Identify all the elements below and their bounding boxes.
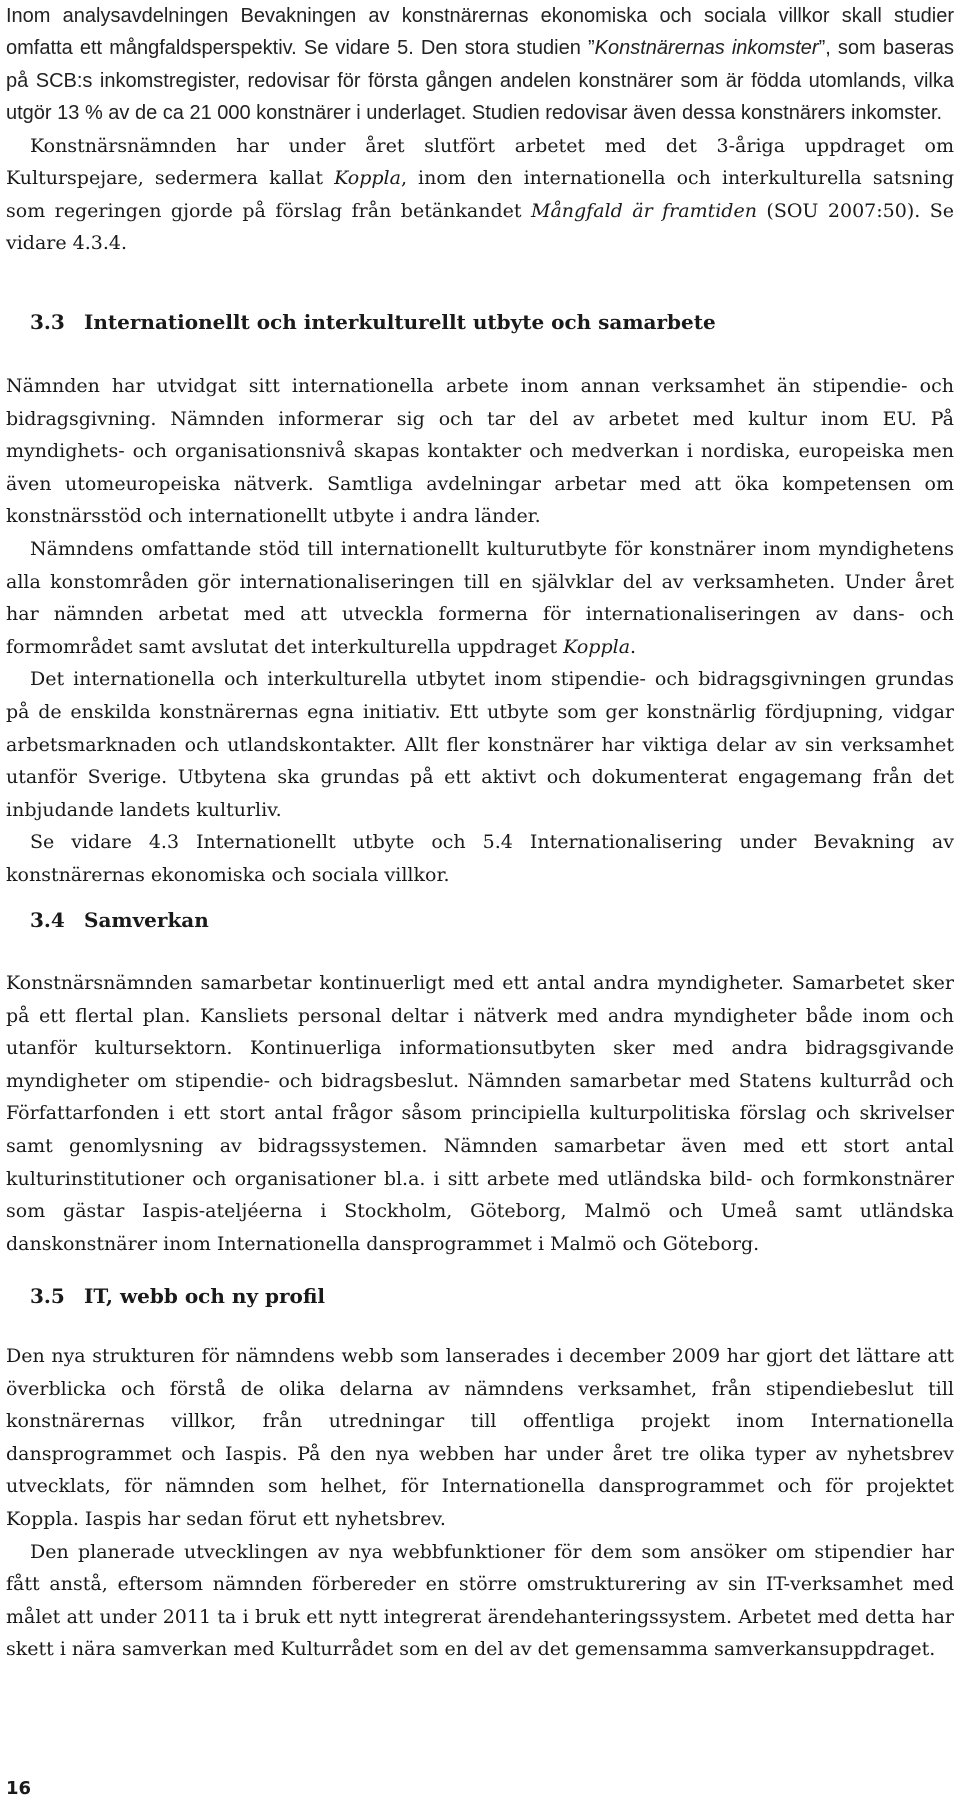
section-number: 3.5	[30, 1284, 65, 1308]
section-title: IT, webb och ny profil	[84, 1284, 325, 1308]
paragraph: Det internationella och interkulturella utbytet inom stipendie- och bidragsgivningen grundas på de enskilda konstnärernas egna initiativ. Ett utbyte som ger konstnärlig fördjupning, vidgar arbetsmarknaden och utlandskontakter. Allt fler konstnärer har viktiga delar av sin verksamhet utanför Sverige. Utbytena ska grundas på ett aktivt och dokumenterat engagemang från det inbjudande landets kulturliv.	[6, 668, 954, 821]
project-name: Koppla	[563, 635, 631, 658]
paragraph: Se vidare 4.3 Internationellt utbyte och 5.4 Internationalisering under Bevakning av konstnärernas ekonomiska och sociala villkor.	[6, 831, 954, 886]
paragraph: Nämnden har utvidgat sitt internationella arbete inom annan verksamhet än stipendie- och bidragsgivning. Nämnden informerar sig och tar del av arbetet med kultur inom EU. På myndighets- och organisationsnivå skapas kontakter och medverkan i nordiska, europeiska men även utomeuropeiska nätverk. Samtliga avdelningar arbetar med att öka kompetensen om konstnärsstöd och internationellt utbyte i andra länder.	[6, 375, 954, 528]
paragraph	[6, 533, 954, 663]
section-title: Internationellt och interkulturellt utbyte och samarbete	[84, 310, 716, 334]
section-body-3-3	[6, 370, 954, 892]
text-run: Konstnärsnämnden har under året slutfört arbetet med det 3-åriga uppdraget om Kulturspejare, sedermera kallat	[6, 134, 954, 190]
section-number: 3.4	[30, 908, 65, 932]
intro-paragraph-1	[6, 0, 954, 130]
section-heading-3-5	[6, 1280, 325, 1312]
text-run: , inom den internationella och interkulturella satsning som regeringen gjorde på förslag från betänkandet	[6, 167, 954, 222]
text-run: (SOU 2007:50). Se vidare 4.3.4.	[6, 199, 954, 255]
text-run: Inom analysavdelningen Bevakningen av konstnärernas ekonomiska och sociala villkor skall studier omfatta ett mångfaldsperspektiv. Se vidare 5. Den stora studien ”	[6, 5, 954, 60]
text-run: .	[630, 635, 637, 658]
section-heading-3-3	[6, 306, 716, 338]
project-name: Koppla	[334, 167, 401, 190]
section-body-3-4	[6, 967, 954, 1260]
section-body-3-5	[6, 1340, 954, 1666]
paragraph: Den planerade utvecklingen av nya webbfunktioner för dem som ansöker om stipendier har fått anstå, eftersom nämnden förbereder en större omstrukturering av sin IT-verksamhet med målet att under 2011 ta i bruk ett nytt integrerat ärendehanteringssystem. Arbetet med detta har skett i nära samverkan med Kulturrådet som en del av det gemensamma samverkansuppdraget.	[6, 1540, 954, 1661]
report-title: Mångfald är framtiden	[531, 199, 757, 222]
text-run: ”, som baseras på SCB:s inkomstregister, redovisar för första gången andelen konstnärer som är födda utomlands, vilka utgör 13 % av de ca 21 000 konstnärer i underlaget. Studien redovisar även dessa konstnärers inkomster.	[6, 37, 954, 125]
text-run: Nämndens omfattande stöd till internationellt kulturutbyte för konstnärer inom myndighetens alla konstområden gör internationaliseringen till en självklar del av verksamheten. Under året har nämnden arbetat med att utveckla formerna för internationaliseringen av dans- och formområdet samt avslutat det interkulturella uppdraget	[6, 537, 954, 658]
paragraph: Den nya strukturen för nämndens webb som lanserades i december 2009 har gjort det lättare att överblicka och förstå de olika delarna av nämndens verksamhet, från stipendiebeslut till konstnärernas villkor, från utredningar till offentliga projekt inom Internationella dansprogrammet och Iaspis. På den nya webben har under året tre olika typer av nyhetsbrev utvecklats, för nämnden som helhet, för Internationella dansprogrammet och för projektet Koppla. Iaspis har sedan förut ett nyhetsbrev.	[6, 1345, 954, 1530]
page-number: 16	[6, 1778, 32, 1799]
section-title: Samverkan	[84, 908, 209, 932]
intro-section	[6, 0, 954, 260]
publication-title: Konstnärernas inkomster	[594, 37, 819, 60]
section-number: 3.3	[30, 310, 65, 334]
intro-paragraph-2	[6, 130, 954, 260]
section-heading-3-4	[6, 904, 209, 936]
paragraph: Konstnärsnämnden samarbetar kontinuerligt med ett antal andra myndigheter. Samarbetet sker på ett flertal plan. Kansliets personal deltar i nätverk med andra myndigheter både inom och utanför kultursektorn. Kontinuerliga informationsutbyten sker med andra bidragsgivande myndigheter om stipendie- och bidragsbeslut. Nämnden samarbetar med Statens kulturråd och Författarfonden i ett stort antal frågor såsom principiella kulturpolitiska förslag och skrivelser samt genomlysning av bidragssystemen. Nämnden samarbetar även med ett stort antal kulturinstitutioner och organisationer bl.a. i sitt arbete med utländska bild- och formkonstnärer som gästar Iaspis-ateljéerna i Stockholm, Göteborg, Malmö och Umeå samt utländska danskonstnärer inom Internationella dansprogrammet i Malmö och Göteborg.	[6, 972, 954, 1255]
